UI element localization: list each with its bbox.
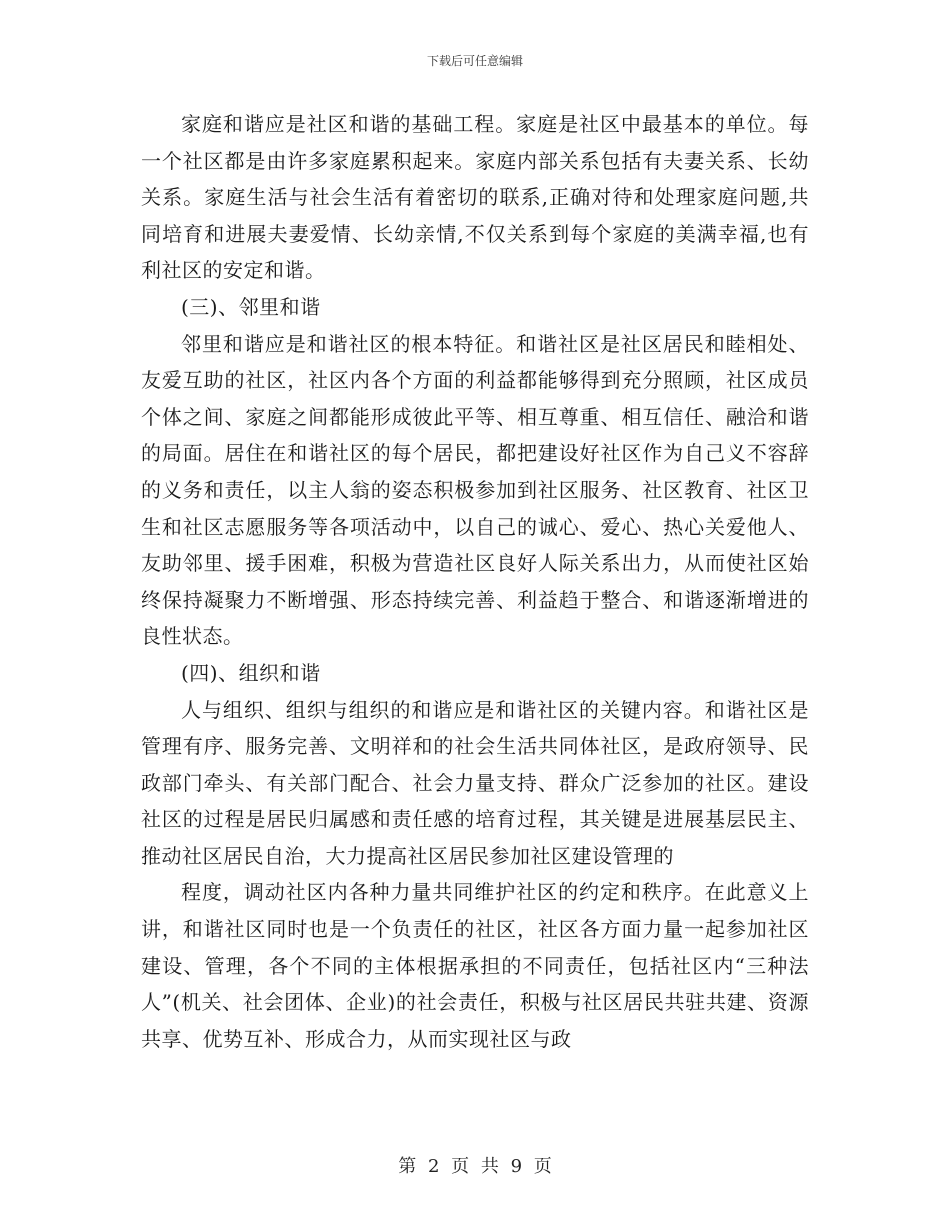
page-footer: 第 2 页 共 9 页	[398, 1156, 552, 1177]
paragraph-organization-harmony: 人与组织、组织与组织的和谐应是和谐社区的关键内容。和谐社区是管理有序、服务完善、文明祥和的社会生活共同体社区，是政府领导、民政部门牵头、有关部门配合、社会力量支持、群众广泛参加的社区。建设社区的过程是居民归属感和责任感的培育过程，其关键是进展基层民主、推动社区居民自治，大力提高社区居民参加社区建设管理的	[141, 697, 809, 868]
document-body	[141, 106, 809, 1057]
page-header: 下载后可任意编辑	[426, 54, 523, 68]
section-heading-organization: (四)、组织和谐	[181, 660, 321, 685]
paragraph-family-harmony: 家庭和谐应是社区和谐的基础工程。家庭是社区中最基本的单位。每一个社区都是由许多家庭累积起来。家庭内部关系包括有夫妻关系、长幼关系。家庭生活与社会生活有着密切的联系,正确对待和处理家庭问题,共同培育和进展夫妻爱情、长幼亲情,不仅关系到每个家庭的美满幸福,也有利社区的安定和谐。	[141, 112, 809, 283]
section-heading-neighborhood: (三)、邻里和谐	[181, 294, 321, 319]
paragraph-continuation: 程度，调动社区内各种力量共同维护社区的约定和秩序。在此意义上讲，和谐社区同时也是一个负责任的社区，社区各方面力量一起参加社区建设、管理，各个不同的主体根据承担的不同责任，包括社区内“三种法人”(机关、社会团体、企业)的社会责任，积极与社区居民共驻共建、资源共享、优势互补、形成合力，从而实现社区与政	[141, 880, 809, 1051]
paragraph-neighborhood-harmony: 邻里和谐应是和谐社区的根本特征。和谐社区是社区居民和睦相处、友爱互助的社区，社区内各个方面的利益都能够得到充分照顾，社区成员个体之间、家庭之间都能形成彼此平等、相互尊重、相互信任、融洽和谐的局面。居住在和谐社区的每个居民，都把建设好社区作为自己义不容辞的义务和责任，以主人翁的姿态积极参加到社区服务、社区教育、社区卫生和社区志愿服务等各项活动中，以自己的诚心、爱心、热心关爱他人、友助邻里、援手困难，积极为营造社区良好人际关系出力，从而使社区始终保持凝聚力不断增强、形态持续完善、利益趋于整合、和谐逐渐增进的良性状态。	[141, 331, 809, 649]
